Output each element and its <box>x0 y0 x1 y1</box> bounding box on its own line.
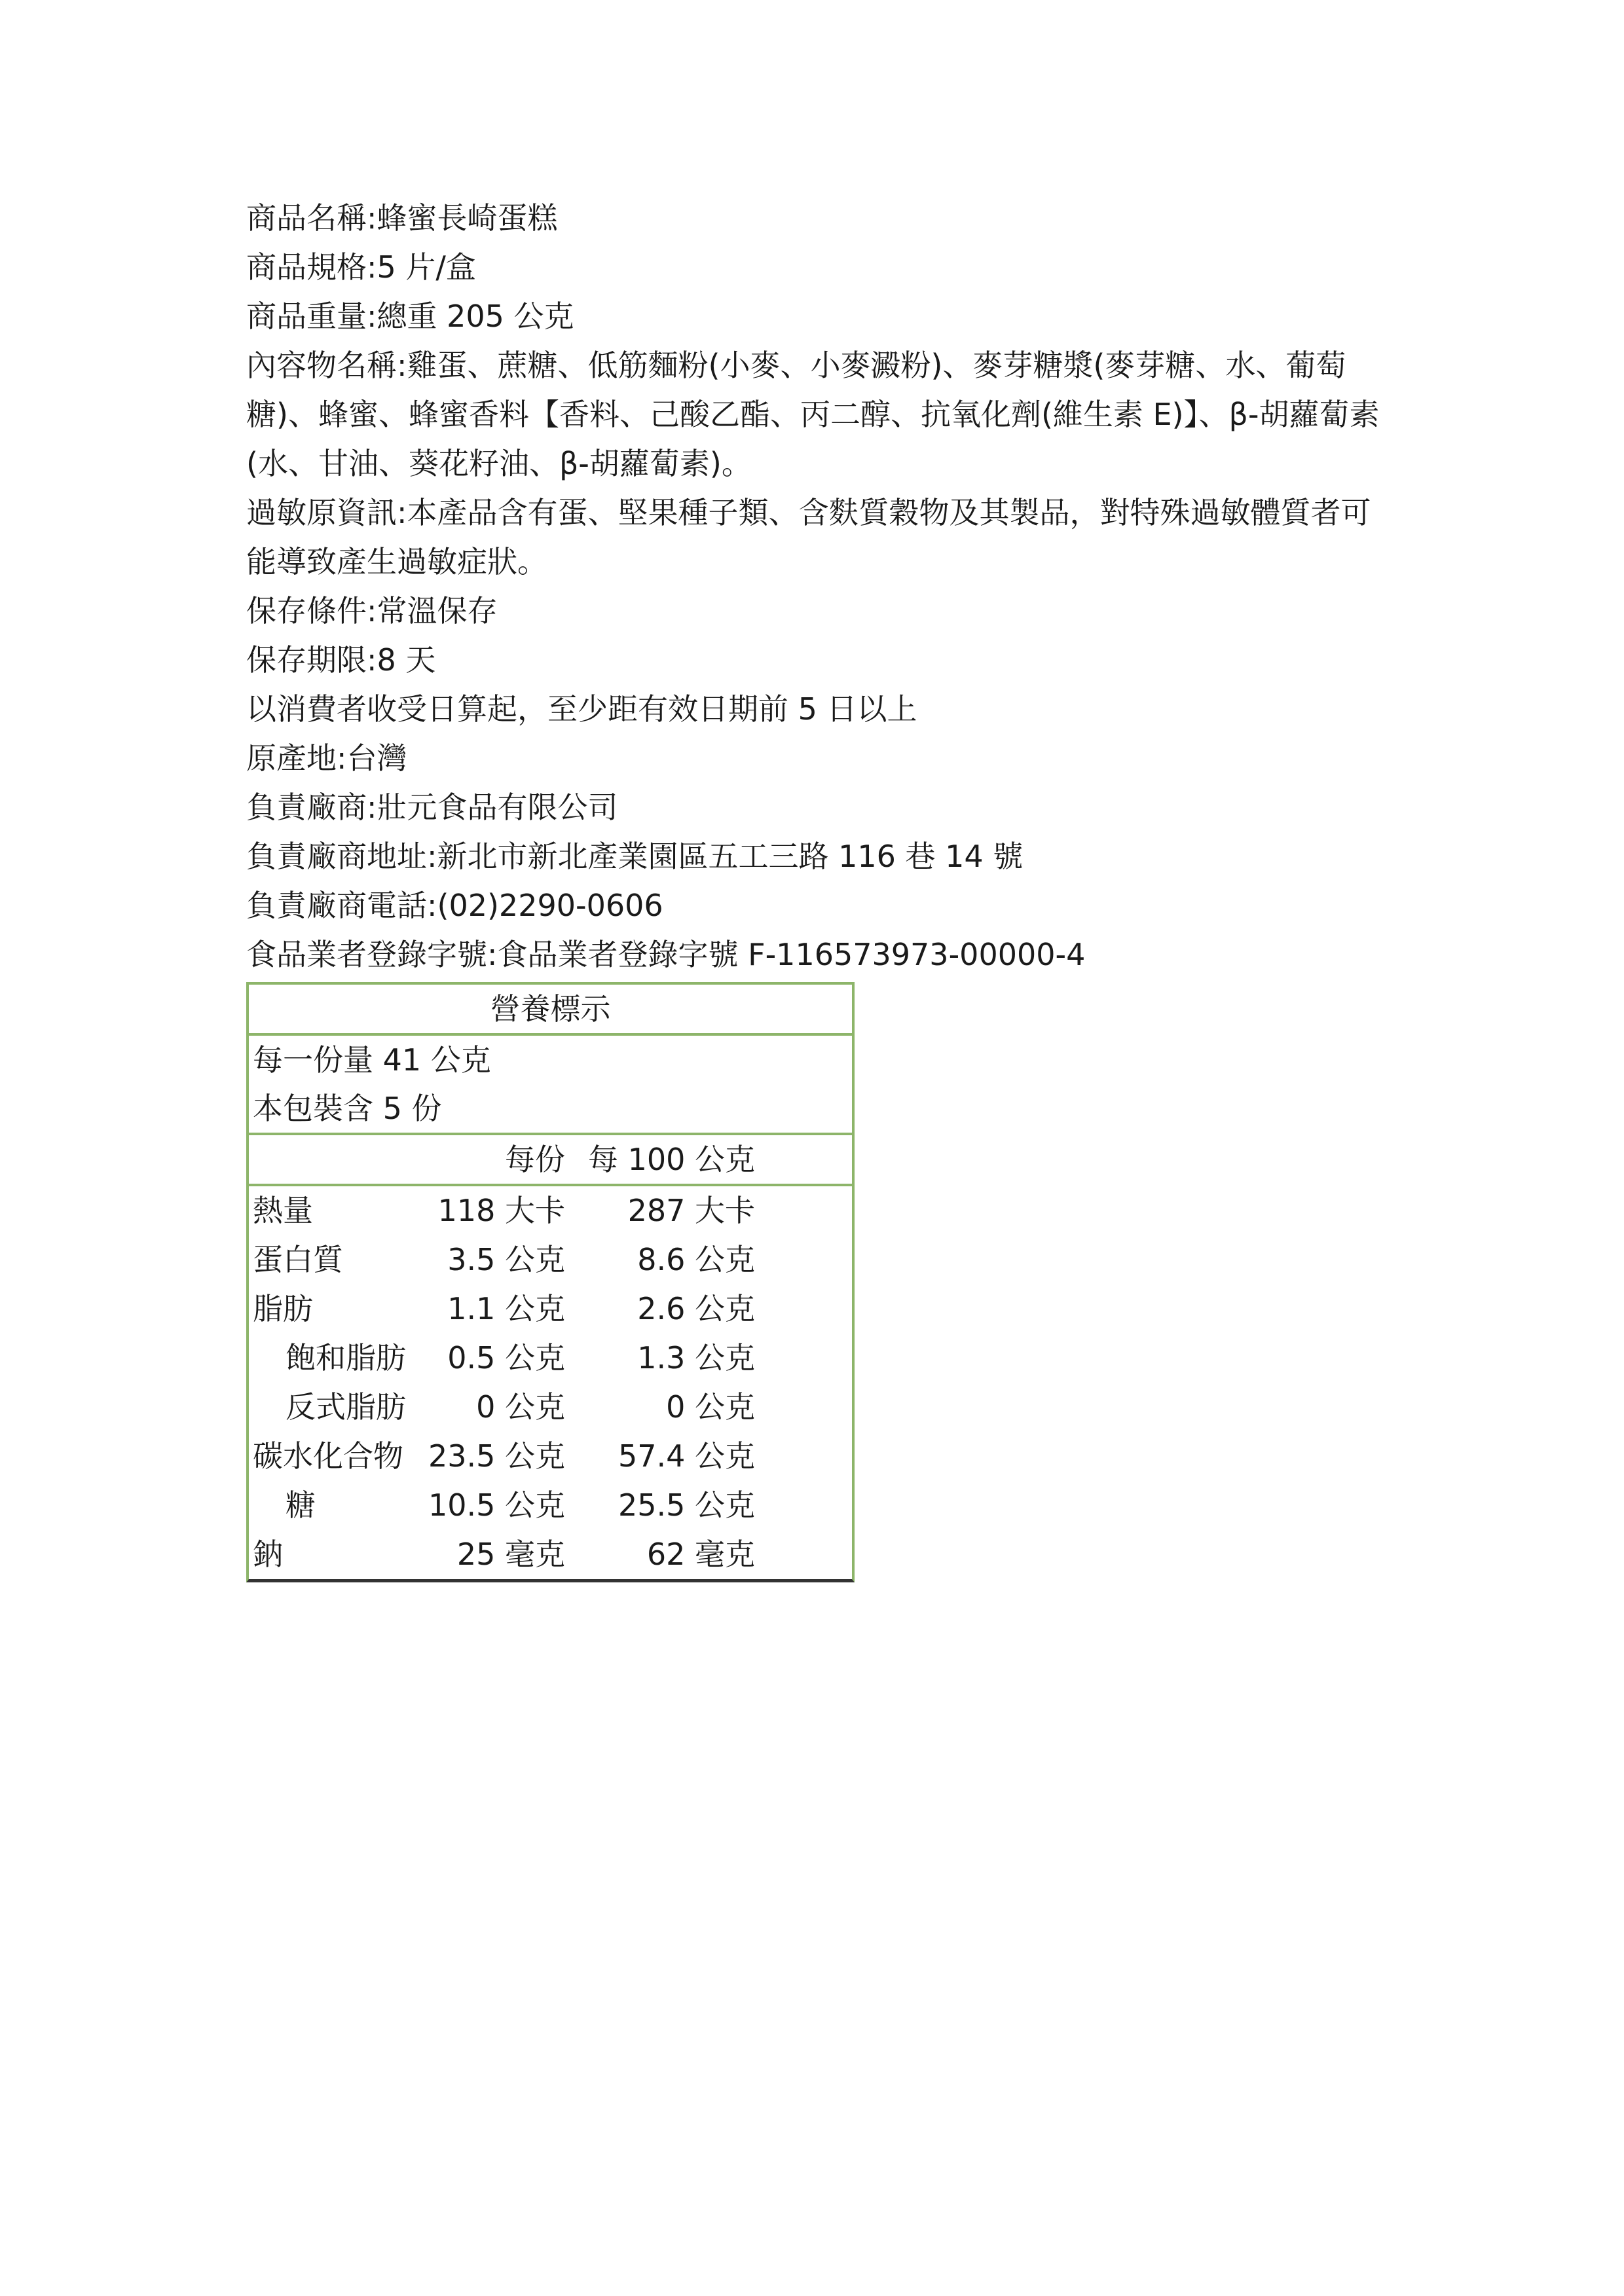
per-serving-value: 1.1 公克 <box>447 1291 565 1326</box>
per-100g-value: 287 大卡 <box>627 1193 755 1228</box>
nutrient-name: 糖 <box>286 1487 316 1523</box>
manufacturer-address: 負責廠商地址:新北市新北產業園區五工三路 116 巷 14 號 <box>246 839 1024 874</box>
nutrient-name: 飽和脂肪 <box>286 1340 406 1376</box>
product-info <box>246 194 1399 979</box>
nutrition-row-fat <box>249 1285 852 1334</box>
manufacturer: 負責廠商:壯元食品有限公司 <box>246 790 618 825</box>
per-100g-value: 8.6 公克 <box>637 1242 755 1277</box>
per-serving-value: 3.5 公克 <box>447 1242 565 1277</box>
nutrition-rows <box>249 1186 852 1579</box>
nutrient-name: 熱量 <box>253 1193 313 1228</box>
product-weight: 商品重量:總重 205 公克 <box>246 299 574 334</box>
nutrient-name: 碳水化合物 <box>253 1438 403 1474</box>
nutrition-header <box>249 1135 852 1186</box>
per-serving-value: 0.5 公克 <box>447 1340 565 1376</box>
per-serving-value: 25 毫克 <box>456 1537 565 1572</box>
nutrition-title-section <box>249 985 852 1036</box>
per-100g-value: 0 公克 <box>666 1389 755 1425</box>
product-name: 商品名稱:蜂蜜長崎蛋糕 <box>246 200 558 236</box>
serving-info <box>249 1036 852 1135</box>
per-serving-value: 23.5 公克 <box>428 1438 565 1474</box>
per-serving-value: 10.5 公克 <box>428 1487 565 1523</box>
col-per-100g: 每 100 公克 <box>587 1142 755 1177</box>
per-100g-value: 57.4 公克 <box>618 1438 755 1474</box>
nutrition-row-trans-fat <box>249 1383 852 1432</box>
nutrition-row-sugar <box>249 1481 852 1530</box>
per-100g-value: 1.3 公克 <box>637 1340 755 1376</box>
per-100g-value: 62 毫克 <box>646 1537 755 1572</box>
serving-size: 每一份量 41 公克 <box>253 1042 491 1078</box>
nutrient-name: 反式脂肪 <box>286 1389 406 1425</box>
nutrition-row-sodium <box>249 1530 852 1579</box>
manufacturer-phone: 負責廠商電話:(02)2290-0606 <box>246 888 663 923</box>
nutrition-table <box>246 982 855 1582</box>
per-100g-value: 2.6 公克 <box>637 1291 755 1326</box>
nutrition-row-protein <box>249 1235 852 1285</box>
nutrition-row-saturated-fat <box>249 1334 852 1383</box>
product-ingredients: 內容物名稱:雞蛋、蔗糖、低筋麵粉(小麥、小麥澱粉)、麥芽糖漿(麥芽糖、水、葡萄糖)、蜂蜜、蜂蜜香料【香料、己酸乙酯、丙二醇、抗氧化劑(維生素 E)】、β-胡蘿蔔素(水、甘油、葵花籽油、β-胡蘿蔔素)。 <box>246 348 1380 481</box>
product-spec: 商品規格:5 片/盒 <box>246 249 476 285</box>
per-100g-value: 25.5 公克 <box>618 1487 755 1523</box>
per-serving-value: 0 公克 <box>476 1389 565 1425</box>
per-serving-value: 118 大卡 <box>437 1193 565 1228</box>
nutrient-name: 蛋白質 <box>253 1242 343 1277</box>
col-per-serving: 每份 <box>505 1142 565 1177</box>
storage-condition: 保存條件:常溫保存 <box>246 593 498 629</box>
nutrition-title: 營養標示 <box>490 991 611 1027</box>
nutrition-row-energy <box>249 1186 852 1235</box>
nutrition-row-carbohydrate <box>249 1432 852 1481</box>
nutrient-name: 鈉 <box>253 1537 283 1572</box>
nutrient-name: 脂肪 <box>253 1291 313 1326</box>
registration-number: 食品業者登錄字號:食品業者登錄字號 F-116573973-00000-4 <box>246 937 1086 972</box>
origin: 原產地:台灣 <box>246 740 407 776</box>
servings-per-package: 本包裝含 5 份 <box>253 1091 442 1126</box>
allergen-info: 過敏原資訊:本產品含有蛋、堅果種子類、含麩質穀物及其製品，對特殊過敏體質者可能導致產生過敏症狀。 <box>246 495 1371 579</box>
shelf-life-note: 以消費者收受日算起，至少距有效日期前 5 日以上 <box>246 691 917 727</box>
shelf-life: 保存期限:8 天 <box>246 642 436 678</box>
